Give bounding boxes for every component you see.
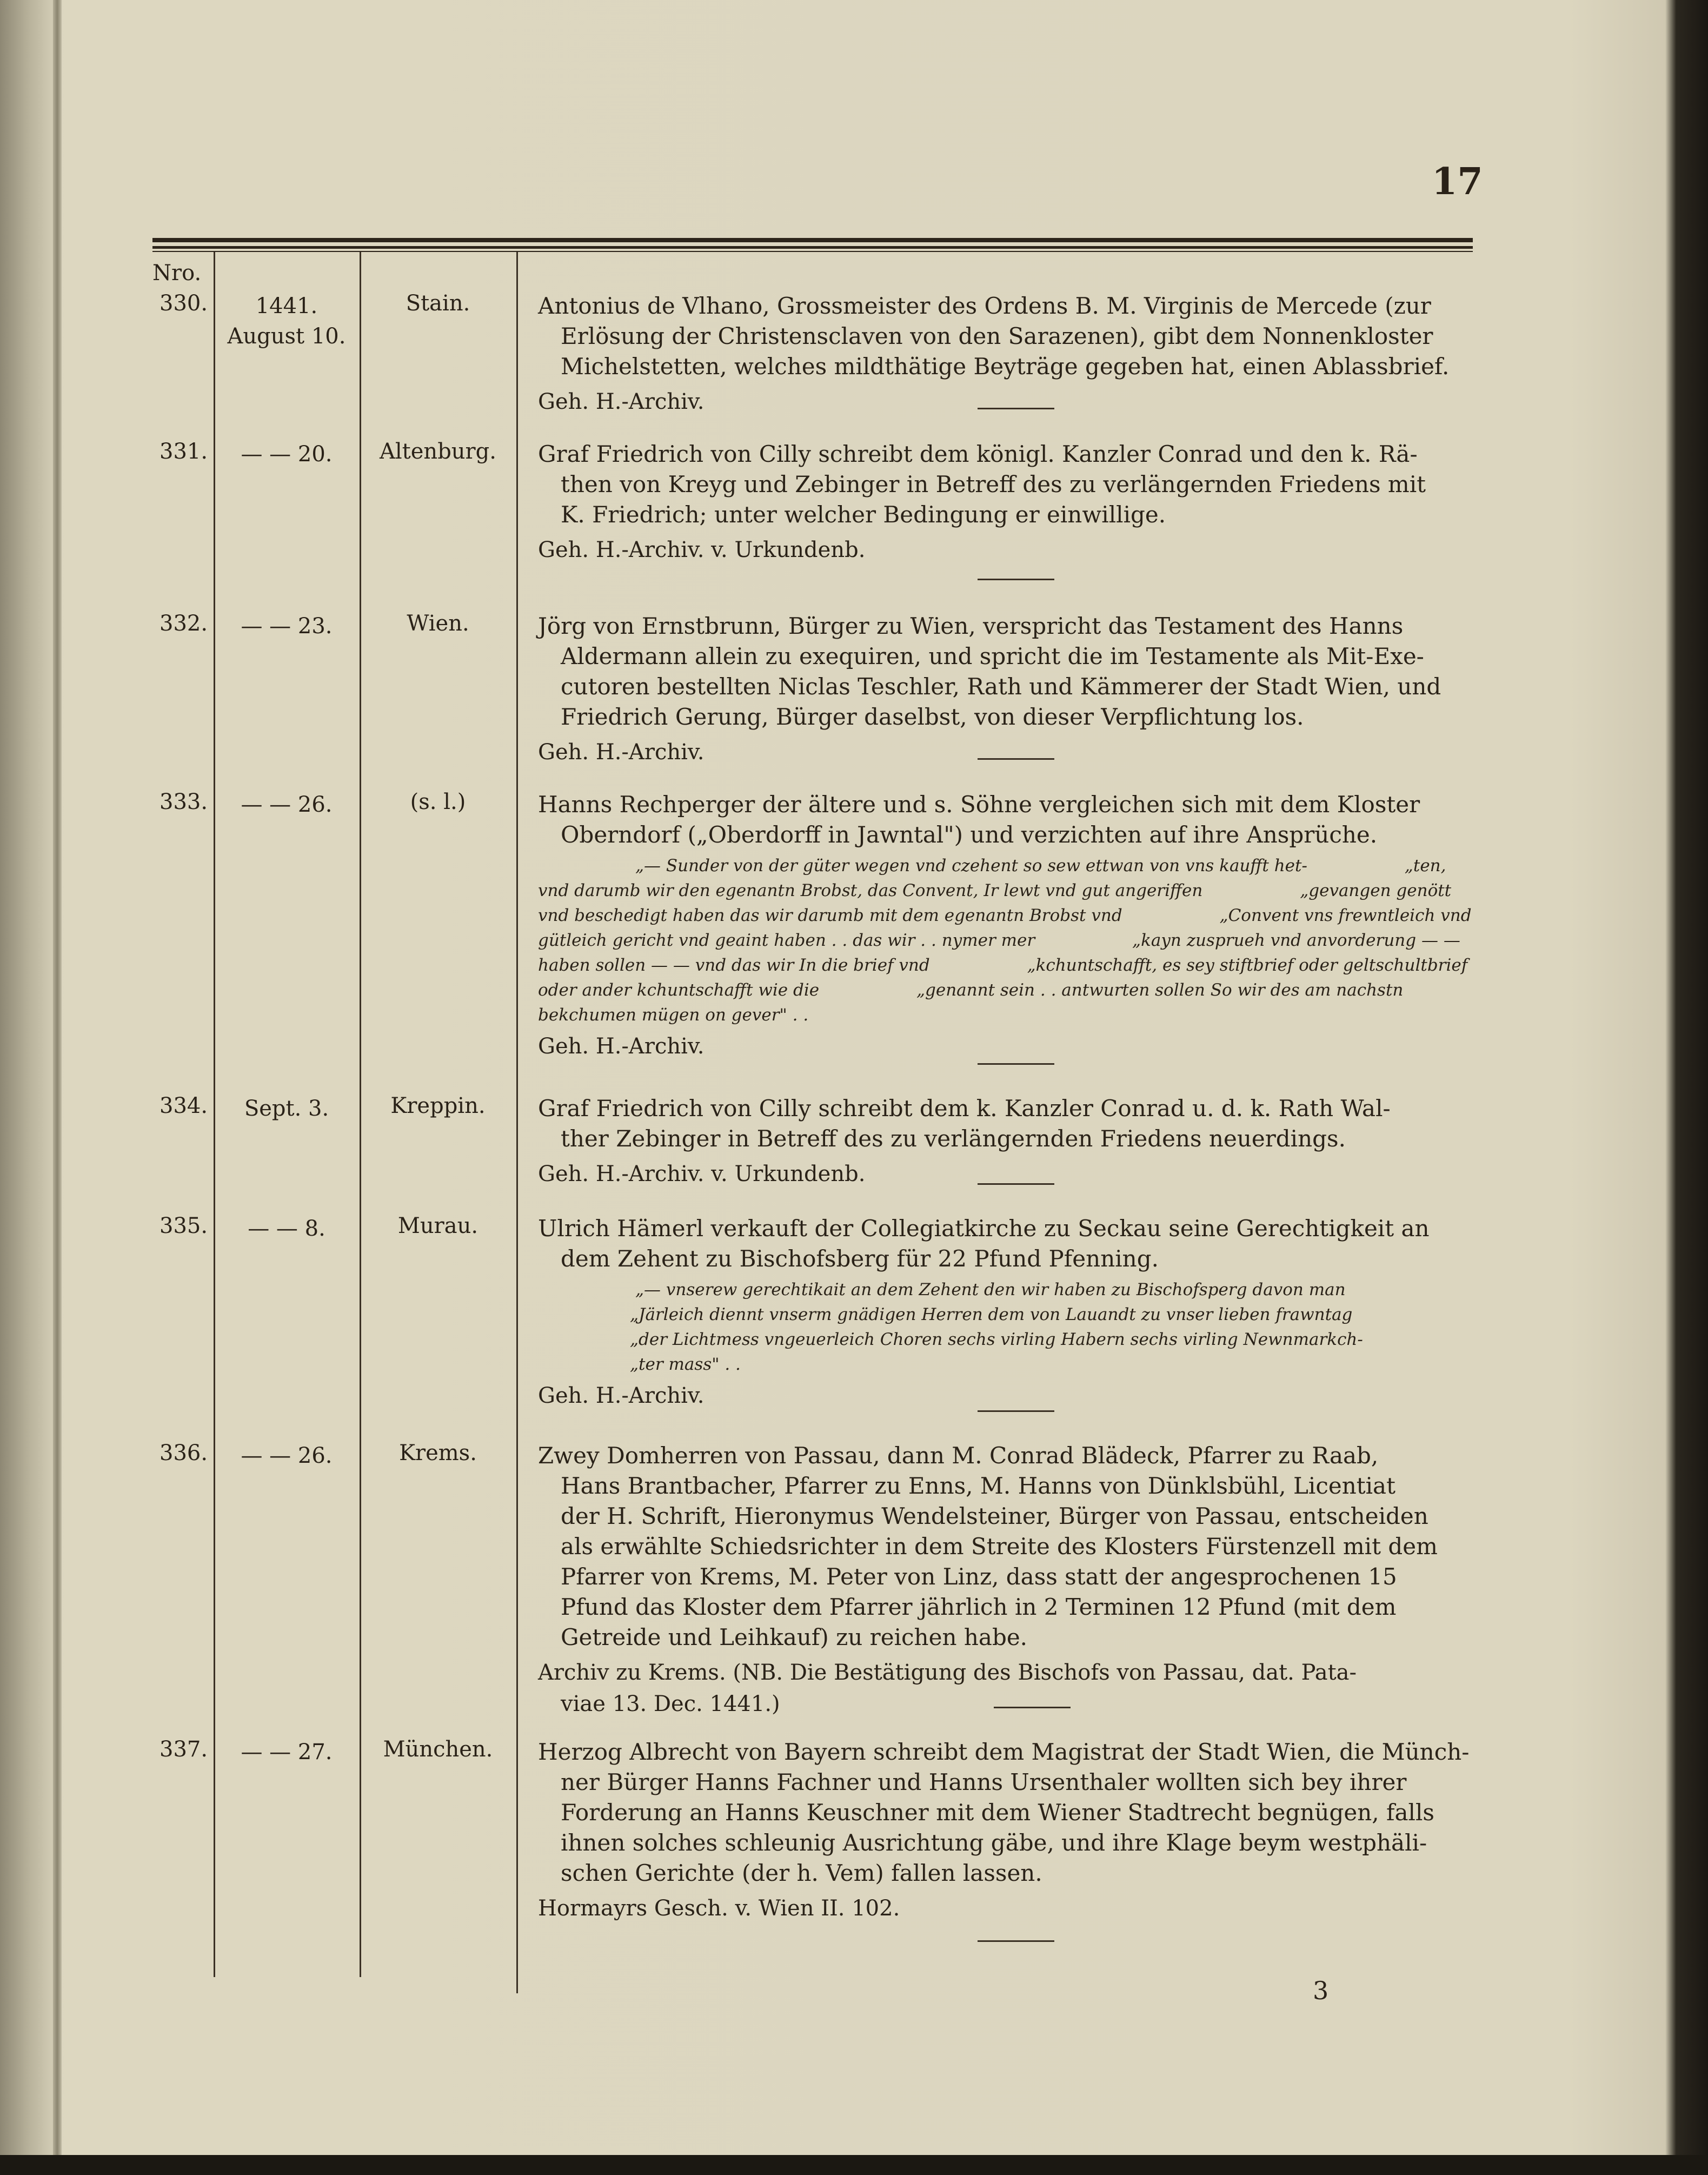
entry-text: [538, 1214, 1479, 1274]
entry-number: 336.: [159, 1441, 208, 1466]
column-header-nro: Nro.: [152, 261, 202, 286]
quote-line: „kchuntschafft, es sey stiftbrief oder geltschultbrief oder ander kchuntschafft wie die: [538, 956, 1468, 1000]
entry-body: [538, 439, 1479, 566]
quote-line: „— Sunder von der güter wegen vnd czehent so sew ettwan von vns kaufft het-: [635, 856, 1307, 876]
column-divider-1: [214, 252, 215, 1977]
quote-line: „— vnserew gerechtikait an dem Zehent den wir haben zu Bischofsperg davon man: [635, 1280, 1346, 1299]
column-divider-3: [516, 252, 518, 1993]
quote-line: „gevangen genött vnd beschedigt haben das wir darumb mit dem egenantn Brobst vnd: [538, 881, 1452, 925]
entry-place: Altenburg.: [380, 439, 496, 464]
text-line: Aldermann allein zu exequiren, und spricht die im Testamente als Mit-Exe-: [561, 643, 1424, 669]
entry-place: Krems.: [399, 1441, 477, 1466]
entry-quote: [538, 1277, 1479, 1377]
entry-text: [538, 1441, 1479, 1653]
entry-text: [538, 1093, 1479, 1154]
text-line: Pfund das Kloster dem Pfarrer jährlich in 2 Terminen 12 Pfund (mit dem: [561, 1594, 1397, 1620]
entry-place: Murau.: [397, 1214, 478, 1238]
text-line: Michelstetten, welches mildthätige Beyträge gegeben hat, einen Ablassbrief.: [561, 353, 1450, 380]
entry-separator: [994, 1707, 1071, 1708]
text-line: Herzog Albrecht von Bayern schreibt dem Magistrat der Stadt Wien, die Münch-: [538, 1739, 1470, 1765]
quote-line: „genannt sein . . antwurten sollen So wir des am nachstn bekchumen mügen on gever" . .: [538, 980, 1404, 1025]
text-line: Graf Friedrich von Cilly schreibt dem k. Kanzler Conrad u. d. k. Rath Wal-: [538, 1095, 1391, 1122]
header-rule-thick: [152, 238, 1473, 242]
entry-date: — — 23.: [241, 614, 333, 639]
entry-date: — — 20.: [241, 442, 333, 467]
entry-separator: [978, 1940, 1054, 1942]
entry-number: 332.: [159, 611, 208, 636]
entry-number: 330.: [159, 291, 208, 316]
entry-year: 1441.: [255, 294, 318, 319]
quote-line: „Convent vns frewntleich vnd gütleich gericht vnd geaint haben . . das wir . . nymer mer: [538, 906, 1472, 950]
quote-line: „ter mass" . .: [630, 1355, 741, 1374]
text-line: Jörg von Ernstbrunn, Bürger zu Wien, verspricht das Testament des Hanns: [538, 613, 1404, 639]
entry-separator: [978, 758, 1054, 760]
quote-line: „ten, vnd darumb wir den egenantn Brobst, das Convent, Ir lewt vnd gut angeriffen: [538, 856, 1446, 900]
entry-number: 334.: [159, 1093, 208, 1118]
scan-bottom-edge: [0, 2155, 1708, 2175]
entry-date: — — 26.: [241, 1443, 333, 1468]
text-line: ther Zebinger in Betreff des zu verlängernden Friedens neuerdings.: [561, 1125, 1346, 1152]
text-line: Oberndorf („Oberdorff in Jawntal") und verzichten auf ihre Ansprüche.: [561, 821, 1378, 848]
entry-body: [538, 1441, 1479, 1720]
entry-date: — — 27.: [241, 1740, 333, 1765]
text-line: Graf Friedrich von Cilly schreibt dem königl. Kanzler Conrad und den k. Rä-: [538, 441, 1418, 467]
quote-line: „der Lichtmess vngeuerleich Choren sechs virling Habern sechs virling Newnmarkch-: [630, 1330, 1363, 1349]
text-line: schen Gerichte (der h. Vem) fallen lassen.: [561, 1860, 1042, 1886]
entry-body: [538, 611, 1479, 768]
text-line: ihnen solches schleunig Ausrichtung gäbe, und ihre Klage beym westphäli-: [561, 1829, 1427, 1856]
entry-body: [538, 1214, 1479, 1411]
entry-source: Archiv zu Krems. (NB. Die Bestätigung des Bischofs von Passau, dat. Pata-: [538, 1660, 1357, 1685]
text-line: Friedrich Gerung, Bürger daselbst, von dieser Verpflichtung los.: [561, 704, 1304, 730]
entry-source-continued: viae 13. Dec. 1441.): [561, 1692, 780, 1716]
entry-place: Kreppin.: [390, 1093, 486, 1118]
entry-body: [538, 291, 1479, 417]
text-line: then von Kreyg und Zebinger in Betreff des zu verlängernden Friedens mit: [561, 471, 1426, 498]
text-line: cutoren bestellten Niclas Teschler, Rath und Kämmerer der Stadt Wien, und: [561, 673, 1441, 700]
text-line: Hans Brantbacher, Pfarrer zu Enns, M. Hanns von Dünklsbühl, Licentiat: [561, 1473, 1395, 1499]
entry-place: Stain.: [406, 291, 470, 316]
entry-separator: [978, 1063, 1054, 1065]
entry-date: Sept. 3.: [244, 1096, 329, 1121]
text-line: dem Zehent zu Bischofsberg für 22 Pfund Pfenning.: [561, 1245, 1159, 1272]
entry-source: Geh. H.-Archiv.: [538, 1383, 705, 1408]
entry-number: 333.: [159, 790, 208, 814]
entry-source: Geh. H.-Archiv. v. Urkundenb.: [538, 1162, 866, 1186]
entry-text: [538, 1737, 1479, 1888]
entry-separator: [978, 1410, 1054, 1412]
quote-line: „kayn zusprueh vnd anvorderung — — haben sollen — — vnd das wir In die brief vnd: [538, 931, 1460, 975]
entry-separator: [978, 408, 1054, 409]
entry-place: (s. l.): [410, 790, 466, 814]
entry-text: [538, 291, 1479, 382]
entry-date: — — 26.: [241, 792, 333, 817]
column-divider-2: [360, 252, 361, 1977]
entry-date: — — 8.: [248, 1216, 325, 1241]
entry-number: 337.: [159, 1737, 208, 1762]
text-line: Pfarrer von Krems, M. Peter von Linz, dass statt der angesprochenen 15: [561, 1563, 1397, 1590]
text-line: Forderung an Hanns Keuschner mit dem Wiener Stadtrecht begnügen, falls: [561, 1799, 1434, 1826]
quote-line: „Järleich diennt vnserm gnädigen Herren dem von Lauandt zu vnser lieben frawntag: [630, 1305, 1353, 1324]
entry-source: Geh. H.-Archiv. v. Urkundenb.: [538, 538, 866, 562]
signature-mark: 3: [1313, 1976, 1329, 2005]
entry-separator: [978, 1183, 1054, 1185]
entry-quote: [538, 853, 1479, 1027]
text-line: Hanns Rechperger der ältere und s. Söhne vergleichen sich mit dem Kloster: [538, 791, 1420, 818]
text-line: Getreide und Leihkauf) zu reichen habe.: [561, 1624, 1028, 1650]
entry-body: [538, 1093, 1479, 1190]
entry-number: 335.: [159, 1214, 208, 1238]
entry-place: München.: [383, 1737, 493, 1762]
book-gutter: [53, 0, 62, 2175]
text-line: Erlösung der Christensclaven von den Sarazenen), gibt dem Nonnenkloster: [561, 323, 1433, 349]
text-line: als erwählte Schiedsrichter in dem Streite des Klosters Fürstenzell mit dem: [561, 1533, 1438, 1560]
text-line: K. Friedrich; unter welcher Bedingung er einwillige.: [561, 501, 1166, 528]
entry-body: [538, 1737, 1479, 1924]
page-number: 17: [1432, 160, 1483, 203]
text-line: Zwey Domherren von Passau, dann M. Conrad Blädeck, Pfarrer zu Raab,: [538, 1442, 1379, 1469]
entry-body: [538, 790, 1479, 1062]
entry-place: Wien.: [407, 611, 469, 636]
entry-text: [538, 611, 1479, 732]
entry-source: Geh. H.-Archiv.: [538, 1034, 705, 1059]
header-rule-medium: [152, 246, 1473, 249]
text-line: Ulrich Hämerl verkauft der Collegiatkirche zu Seckau seine Gerechtigkeit an: [538, 1215, 1430, 1242]
entry-source: Geh. H.-Archiv.: [538, 389, 705, 414]
header-rule-thin: [152, 251, 1473, 252]
text-line: Antonius de Vlhano, Grossmeister des Ordens B. M. Virginis de Mercede (zur: [538, 293, 1431, 319]
entry-text: [538, 790, 1479, 850]
text-line: der H. Schrift, Hieronymus Wendelsteiner, Bürger von Passau, entscheiden: [561, 1503, 1428, 1529]
entry-number: 331.: [159, 439, 208, 464]
facing-page-edge: [0, 0, 59, 2175]
entry-text: [538, 439, 1479, 530]
text-line: ner Bürger Hanns Fachner und Hanns Ursenthaler wollten sich bey ihrer: [561, 1769, 1407, 1795]
entry-separator: [978, 579, 1054, 580]
entry-source: Geh. H.-Archiv.: [538, 740, 705, 765]
entry-date: August 10.: [227, 324, 346, 349]
entry-source: Hormayrs Gesch. v. Wien II. 102.: [538, 1896, 900, 1921]
